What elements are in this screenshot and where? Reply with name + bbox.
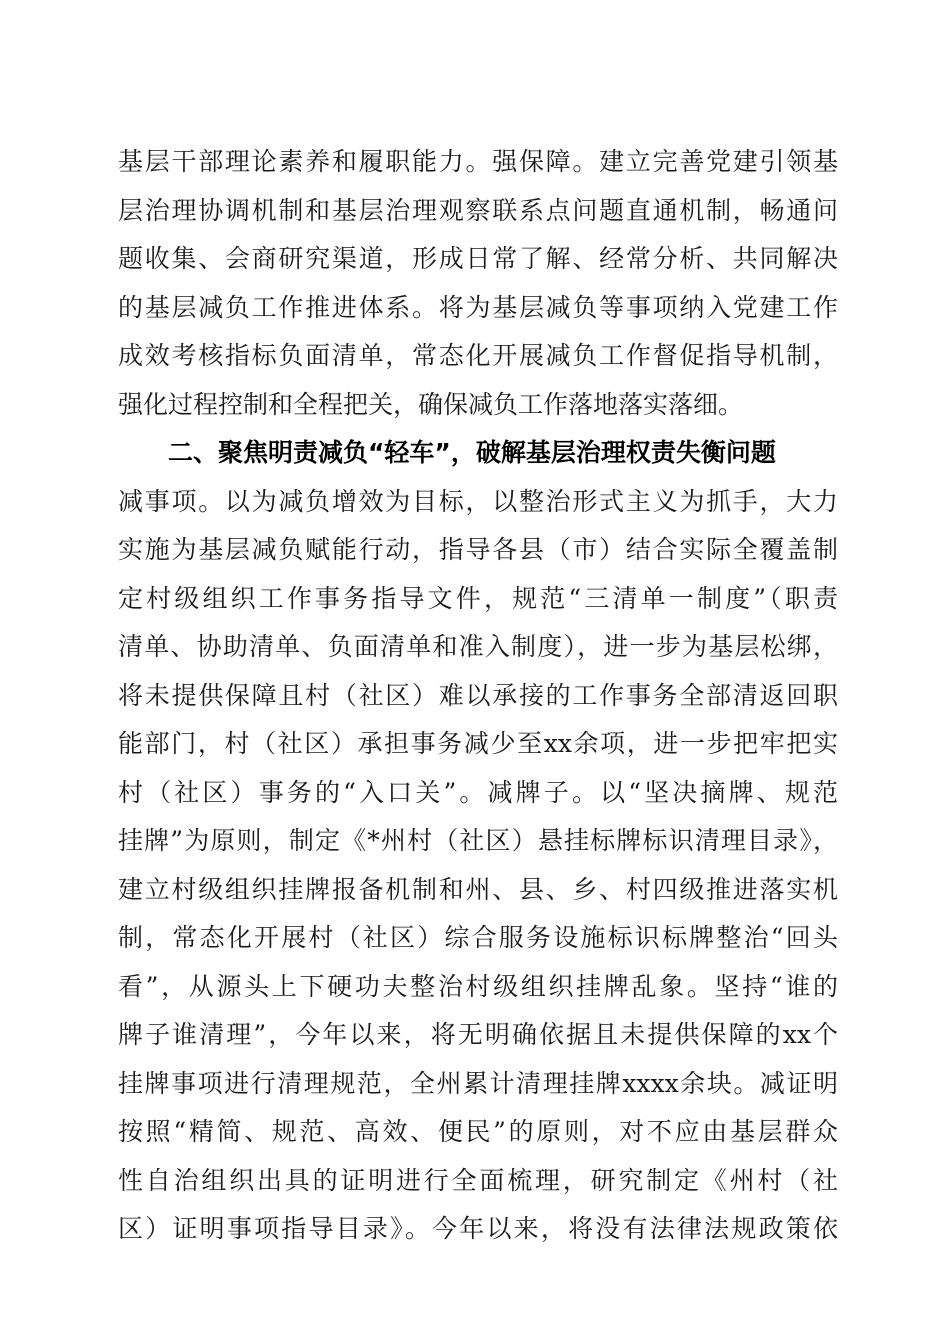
paragraph-line: 挂牌事项进行清理规范，全州累计清理挂牌xxxx余块。减证明 (118, 1069, 838, 1098)
paragraph-line: 制，常态化开展村（社区）综合服务设施标识标牌整治“回头 (118, 923, 838, 952)
paragraph-line: 题收集、会商研究渠道，形成日常了解、经常分析、共同解决 (118, 244, 838, 273)
paragraph-line: 定村级组织工作事务指导文件，规范“三清单一制度”（职责 (118, 584, 838, 613)
paragraph-line: 的基层减负工作推进体系。将为基层减负等事项纳入党建工作 (118, 293, 838, 322)
paragraph-line: 将未提供保障且村（社区）难以承接的工作事务全部清返回职 (118, 681, 838, 710)
paragraph-line: 按照“精简、规范、高效、便民”的原则，对不应由基层群众 (118, 1117, 838, 1146)
paragraph-line: 清单、协助清单、负面清单和准入制度），进一步为基层松绑， (118, 632, 838, 661)
paragraph-line: 区）证明事项指导目录》。今年以来，将没有法律法规政策依 (118, 1214, 838, 1243)
paragraph-line: 基层干部理论素养和履职能力。强保障。建立完善党建引领基 (118, 147, 838, 176)
paragraph-line: 层治理协调机制和基层治理观察联系点问题直通机制，畅通问 (118, 196, 838, 225)
paragraph-line: 建立村级组织挂牌报备机制和州、县、乡、村四级推进落实机 (118, 875, 838, 904)
paragraph-line: 看”，从源头上下硬功夫整治村级组织挂牌乱象。坚持“谁的 (118, 972, 838, 1001)
paragraph-line: 成效考核指标负面清单，常态化开展减负工作督促指导机制， (118, 341, 838, 370)
section-heading: 二、聚焦明责减负“轻车”，破解基层治理权责失衡问题 (168, 438, 776, 467)
paragraph-line: 强化过程控制和全程把关，确保减负工作落地落实落细。 (118, 390, 744, 419)
paragraph-line: 挂牌”为原则，制定《*州村（社区）悬挂标牌标识清理目录》， (118, 826, 838, 855)
paragraph-line: 村（社区）事务的“入口关”。减牌子。以“坚决摘牌、规范 (118, 778, 838, 807)
paragraph-line: 实施为基层减负赋能行动，指导各县（市）结合实际全覆盖制 (118, 535, 838, 564)
paragraph-line: 牌子谁清理”，今年以来，将无明确依据且未提供保障的xx个 (118, 1020, 838, 1049)
paragraph-line: 能部门，村（社区）承担事务减少至xx余项，进一步把牢把实 (118, 729, 838, 758)
paragraph-line: 性自治组织出具的证明进行全面梳理，研究制定《州村（社 (118, 1166, 838, 1195)
paragraph-line: 减事项。以为减负增效为目标，以整治形式主义为抓手，大力 (118, 487, 838, 516)
